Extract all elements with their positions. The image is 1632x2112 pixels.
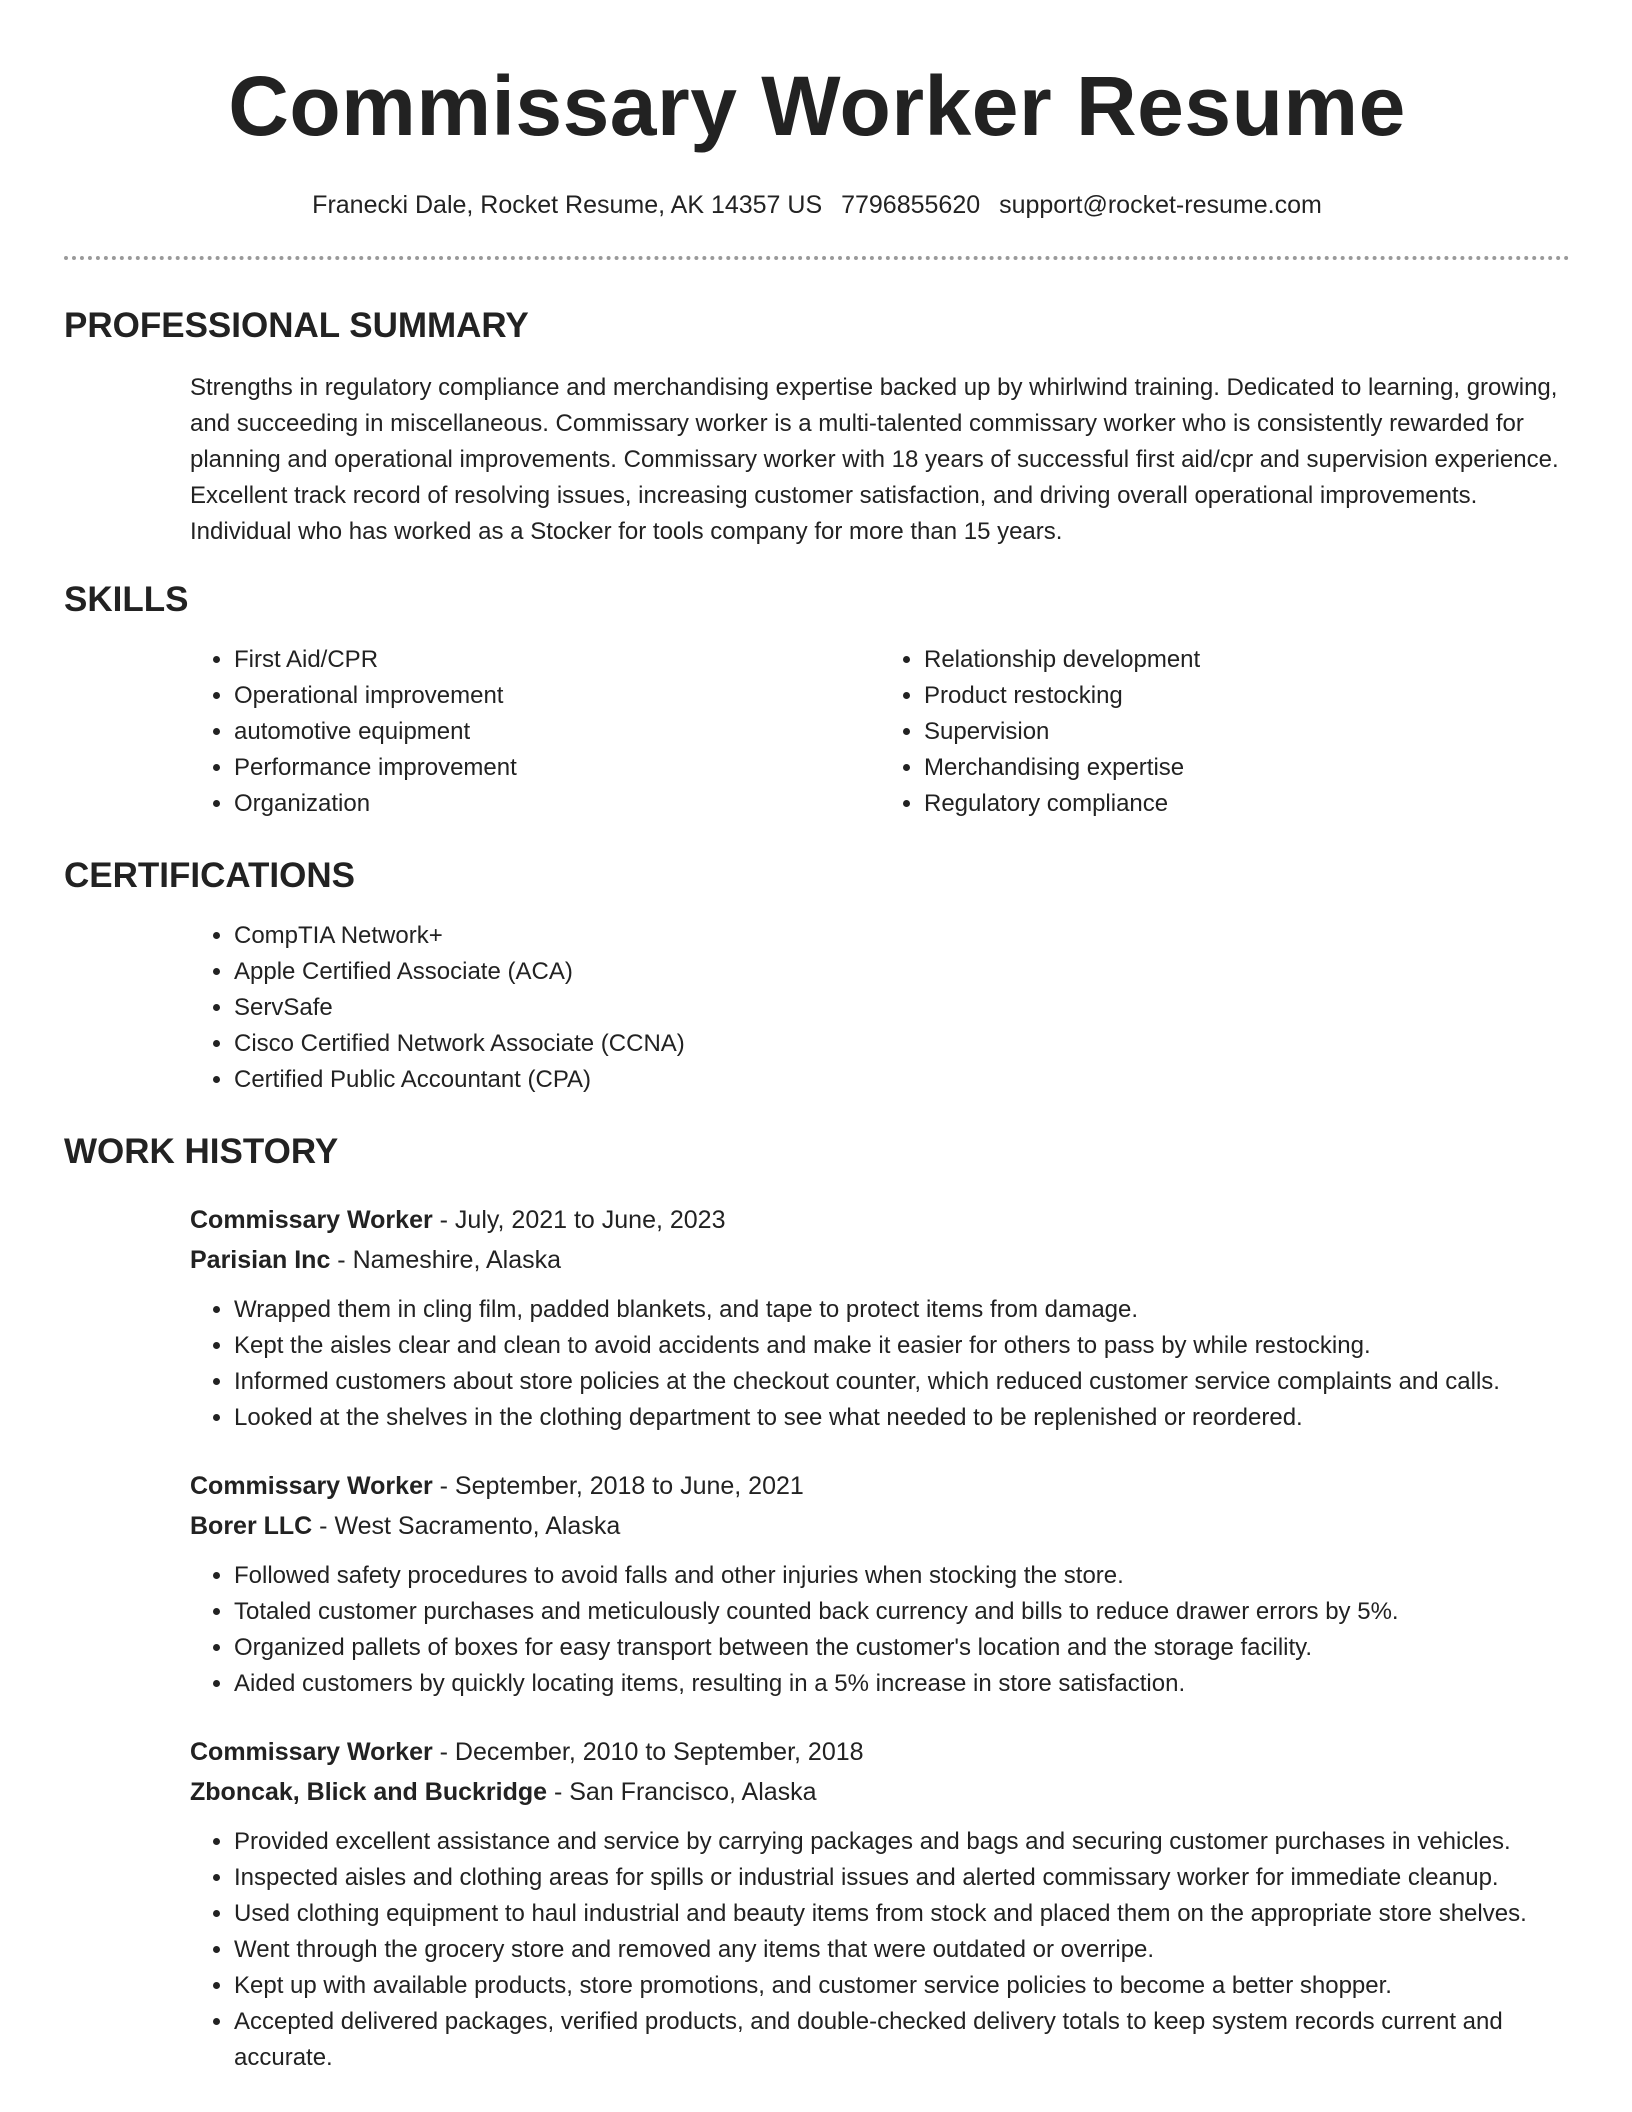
job-bullet: • Looked at the shelves in the clothing department to see what needed to be replenished or reordered.	[234, 1400, 1570, 1436]
job-bullet: • Wrapped them in cling film, padded blankets, and tape to protect items from damage.	[234, 1292, 1570, 1328]
job-location: - West Sacramento, Alaska	[312, 1512, 621, 1540]
skill-item: • Organization	[234, 786, 880, 822]
certification-item: • CompTIA Network+	[234, 918, 1570, 954]
contact-email: support@rocket-resume.com	[999, 191, 1322, 219]
resume-page	[64, 0, 1570, 2076]
job-bullets	[190, 1558, 1570, 1702]
contact-address: Franecki Dale, Rocket Resume, AK 14357 US	[312, 191, 823, 219]
job-title: Commissary Worker	[190, 1206, 433, 1234]
resume-title: Commissary Worker Resume	[228, 59, 1406, 153]
certifications-heading: CERTIFICATIONS	[64, 856, 356, 895]
job-title-line	[190, 1732, 1570, 1772]
job-company-line	[190, 1506, 1570, 1546]
skill-item: • automotive equipment	[234, 714, 880, 750]
skill-item: • Regulatory compliance	[924, 786, 1570, 822]
job-bullet: • Accepted delivered packages, verified products, and double-checked delivery totals to keep system records current and accurate.	[234, 2004, 1570, 2076]
contact-line	[64, 188, 1570, 222]
job-bullet: • Inspected aisles and clothing areas for spills or industrial issues and alerted commissary worker for immediate cleanup.	[234, 1860, 1570, 1896]
job-bullet: • Used clothing equipment to haul industrial and beauty items from stock and placed them on the appropriate store shelves.	[234, 1896, 1570, 1932]
skills-right-list	[880, 642, 1570, 822]
job-bullets	[190, 1292, 1570, 1436]
job-entry	[190, 1200, 1570, 1436]
job-location: - Nameshire, Alaska	[330, 1246, 561, 1274]
work-history-heading: WORK HISTORY	[64, 1132, 339, 1171]
job-title: Commissary Worker	[190, 1738, 433, 1766]
skill-item: • Supervision	[924, 714, 1570, 750]
skill-item: • First Aid/CPR	[234, 642, 880, 678]
job-bullet: • Informed customers about store policies at the checkout counter, which reduced customer service complaints and calls.	[234, 1364, 1570, 1400]
certification-item: • ServSafe	[234, 990, 1570, 1026]
job-company: Parisian Inc	[190, 1246, 331, 1274]
contact-phone: 7796855620	[841, 191, 981, 219]
job-bullet: • Totaled customer purchases and meticulously counted back currency and bills to reduce drawer errors by 5%.	[234, 1594, 1570, 1630]
job-location: - San Francisco, Alaska	[547, 1778, 817, 1806]
job-bullet: • Kept up with available products, store promotions, and customer service policies to become a better shopper.	[234, 1968, 1570, 2004]
skill-item: • Merchandising expertise	[924, 750, 1570, 786]
job-entry	[190, 1466, 1570, 1702]
skills-left-list	[190, 642, 880, 822]
job-dates: - December, 2010 to September, 2018	[432, 1738, 864, 1766]
job-bullet: • Followed safety procedures to avoid falls and other injuries when stocking the store.	[234, 1558, 1570, 1594]
skills-heading: SKILLS	[64, 580, 189, 619]
job-company: Borer LLC	[190, 1512, 313, 1540]
job-bullet: • Provided excellent assistance and service by carrying packages and bags and securing customer purchases in vehicles.	[234, 1824, 1570, 1860]
job-dates: - July, 2021 to June, 2023	[432, 1206, 726, 1234]
certification-item: • Certified Public Accountant (CPA)	[234, 1062, 1570, 1098]
skill-item: • Relationship development	[924, 642, 1570, 678]
job-title-line	[190, 1200, 1570, 1240]
job-bullets	[190, 1824, 1570, 2076]
job-company-line	[190, 1772, 1570, 1812]
job-title-line	[190, 1466, 1570, 1506]
certifications-list	[190, 918, 1570, 1098]
job-title: Commissary Worker	[190, 1472, 433, 1500]
job-bullet: • Aided customers by quickly locating items, resulting in a 5% increase in store satisfaction.	[234, 1666, 1570, 1702]
certification-item: • Cisco Certified Network Associate (CCNA)	[234, 1026, 1570, 1062]
summary-heading: PROFESSIONAL SUMMARY	[64, 306, 529, 345]
job-bullet: • Organized pallets of boxes for easy transport between the customer's location and the storage facility.	[234, 1630, 1570, 1666]
job-company: Zboncak, Blick and Buckridge	[190, 1778, 548, 1806]
skill-item: • Operational improvement	[234, 678, 880, 714]
job-bullet: • Kept the aisles clear and clean to avoid accidents and make it easier for others to pass by while restocking.	[234, 1328, 1570, 1364]
job-company-line	[190, 1240, 1570, 1280]
header-divider	[64, 256, 1570, 260]
summary-text: Strengths in regulatory compliance and merchandising expertise backed up by whirlwind training. Dedicated to learning, growing, and succeeding in miscellaneous. Commissary worker is a multi-talented commissary worker who is consistently rewarded for planning and operational improvements. Commissary worker with 18 years of successful first aid/cpr and supervision experience. Excellent track record of resolving issues, increasing customer satisfaction, and driving overall operational improvements. Individual who has worked as a Stocker for tools company for more than 15 years.	[190, 374, 1559, 545]
certification-item: • Apple Certified Associate (ACA)	[234, 954, 1570, 990]
skill-item: • Performance improvement	[234, 750, 880, 786]
skills-columns	[190, 642, 1570, 822]
skill-item: • Product restocking	[924, 678, 1570, 714]
job-entry	[190, 1732, 1570, 2076]
job-bullet: • Went through the grocery store and removed any items that were outdated or overripe.	[234, 1932, 1570, 1968]
job-dates: - September, 2018 to June, 2021	[432, 1472, 804, 1500]
